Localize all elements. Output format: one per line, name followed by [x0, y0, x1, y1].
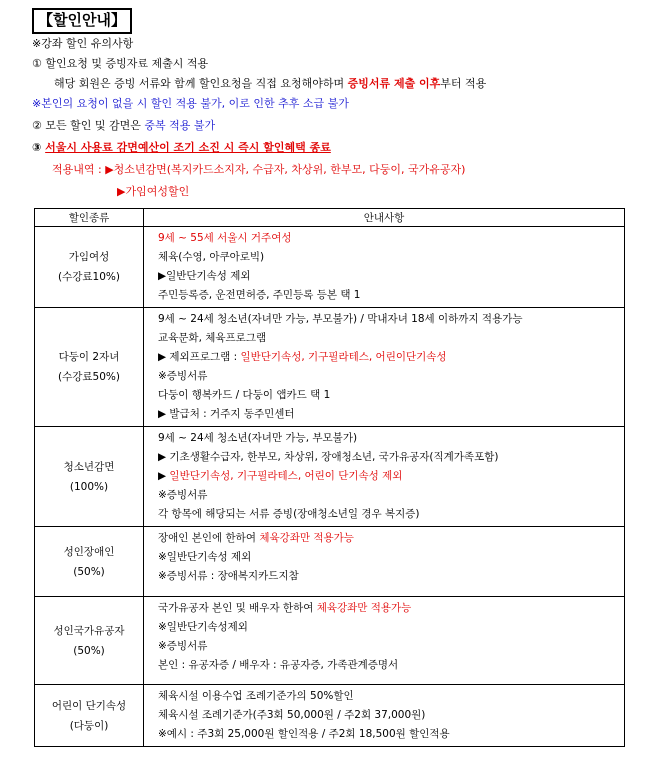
discount-info-cell — [144, 685, 625, 747]
discount-info-cell — [144, 308, 625, 427]
info-line — [158, 467, 618, 486]
info-line — [158, 637, 618, 656]
info-line — [158, 329, 618, 348]
info-text: ▶ 제외프로그램 : — [158, 351, 241, 363]
table-row — [35, 597, 625, 685]
info-text: ▶ 기초생활수급자, 한부모, 차상위, 장애청소년, 국가유공자(직계가족포함) — [158, 451, 499, 463]
discount-rate: (100%) — [69, 480, 109, 493]
info-text: ※증빙서류 — [158, 640, 208, 652]
discount-type-name: 성인장애인 — [63, 545, 115, 558]
info-line — [158, 267, 618, 286]
info-text: 체육강좌만 적용가능 — [316, 602, 412, 614]
info-text: ▶ — [158, 470, 170, 482]
page-title: 【할인안내】 — [32, 8, 132, 34]
discount-rate: (50%) — [73, 644, 105, 657]
info-text: 본인 : 유공자증 / 배우자 : 유공자증, 가족관계증명서 — [158, 659, 399, 671]
info-line — [158, 286, 618, 305]
info-line — [158, 548, 618, 567]
note-item-1-detail-suffix: 부터 적용 — [440, 77, 487, 90]
discount-table — [34, 208, 625, 747]
discount-type-cell — [35, 308, 144, 427]
note-item-2-highlight: 중복 적용 불가 — [144, 119, 216, 132]
info-line — [158, 618, 618, 637]
discount-info-cell — [144, 597, 625, 685]
info-text: ※예시 : 주3회 25,000원 할인적용 / 주2회 18,500원 할인적용 — [158, 728, 450, 740]
info-text: 9세 ~ 24세 청소년(자녀만 가능, 부모불가) — [158, 432, 358, 444]
info-line — [158, 229, 618, 248]
notes-heading: ※강좌 할인 유의사항 — [32, 37, 134, 50]
info-text: ※일반단기속성 제외 — [158, 551, 252, 563]
info-text: 장애인 본인에 한하여 — [158, 532, 260, 544]
info-line — [158, 529, 618, 548]
info-line — [158, 429, 618, 448]
info-text: 일반단기속성, 기구필라테스, 어린이단기속성 — [240, 351, 447, 363]
table-row — [35, 308, 625, 427]
note-item-1-warning: ※본인의 요청이 없을 시 할인 적용 불가, 이로 인한 추후 소급 불가 — [32, 97, 349, 110]
note-item-1-highlight: 증빙서류 제출 이후 — [347, 77, 441, 90]
info-text: ▶ 발급처 : 거주지 동주민센터 — [158, 408, 295, 420]
info-line — [158, 687, 618, 706]
note-item-3-number: ③ — [32, 141, 46, 154]
info-text: 일반단기속성, 기구필라테스, 어린이 단기속성 제외 — [169, 470, 403, 482]
discount-type-name: 청소년감면 — [63, 460, 115, 473]
info-text: ※일반단기속성제외 — [158, 621, 248, 633]
info-line — [158, 486, 618, 505]
note-item-2-text: ② 모든 할인 및 감면은 — [32, 119, 145, 132]
note-item-3-highlight: 서울시 사용료 감면예산이 조기 소진 시 즉시 할인혜택 종료 — [45, 141, 331, 154]
table-row — [35, 685, 625, 747]
discount-type-cell — [35, 427, 144, 527]
info-line — [158, 706, 618, 725]
info-line — [158, 386, 618, 405]
discount-type-cell — [35, 597, 144, 685]
table-row — [35, 427, 625, 527]
info-text: 9세 ~ 24세 청소년(자녀만 가능, 부모불가) / 막내자녀 18세 이하까지 적용가능 — [158, 313, 523, 325]
applied-item-2: ▶가임여성할인 — [117, 185, 190, 198]
discount-type-name: 성인국가유공자 — [53, 624, 125, 637]
discount-info-cell — [144, 227, 625, 308]
table-row — [35, 527, 625, 597]
info-line — [158, 448, 618, 467]
discount-info-cell — [144, 527, 625, 597]
note-item-3 — [32, 140, 331, 156]
discount-type-name: 가임여성 — [68, 251, 110, 263]
info-text: 주민등록증, 운전면허증, 주민등록 등본 택 1 — [158, 289, 361, 301]
info-line — [158, 656, 618, 675]
info-text: 체육강좌만 적용가능 — [259, 532, 354, 544]
discount-rate: (다둥이) — [69, 719, 109, 732]
info-text: 교육문화, 체육프로그램 — [158, 332, 267, 344]
table-row — [35, 227, 625, 308]
info-line — [158, 405, 618, 424]
discount-type-cell — [35, 227, 144, 308]
discount-type-name: 다둥이 2자녀 — [58, 351, 120, 363]
discount-type-cell — [35, 685, 144, 747]
info-text: 다둥이 행복카드 / 다둥이 앱카드 택 1 — [158, 389, 331, 401]
note-item-2 — [32, 118, 215, 134]
applied-label: 적용내역 : — [52, 163, 106, 176]
table-header-row — [35, 209, 625, 227]
info-text: 체육시설 조례기준가(주3회 50,000원 / 주2회 37,000원) — [158, 709, 426, 721]
header-discount-type: 할인종류 — [35, 209, 144, 227]
discount-rate: (수강료50%) — [58, 371, 120, 383]
applied-discounts — [52, 162, 465, 178]
info-line — [158, 567, 618, 586]
info-line — [158, 310, 618, 329]
discount-type-name: 어린이 단기속성 — [51, 699, 127, 712]
info-line — [158, 505, 618, 524]
discount-type-cell — [35, 527, 144, 597]
info-text: 9세 ~ 55세 서울시 거주여성 — [158, 232, 292, 244]
note-item-1: ① 할인요청 및 증빙자료 제출시 적용 — [32, 57, 209, 70]
info-line — [158, 248, 618, 267]
note-item-1-detail — [54, 76, 486, 92]
info-text: ※증빙서류 — [158, 489, 208, 501]
info-text: 체육(수영, 아쿠아로빅) — [158, 251, 265, 263]
info-text: ▶일반단기속성 제외 — [158, 270, 251, 282]
info-text: ※증빙서류 — [158, 370, 208, 382]
discount-rate: (수강료10%) — [58, 271, 120, 283]
info-line — [158, 348, 618, 367]
info-text: 국가유공자 본인 및 배우자 한하여 — [158, 602, 317, 614]
info-text: 각 항목에 해당되는 서류 증빙(장애청소년일 경우 복지증) — [158, 508, 420, 520]
discount-rate: (50%) — [73, 565, 105, 578]
info-text: ※증빙서류 : 장애복지카드지참 — [158, 570, 299, 582]
info-line — [158, 599, 618, 618]
header-guidance: 안내사항 — [144, 209, 625, 227]
applied-item-1: ▶청소년감면(복지카드소지자, 수급자, 차상위, 한부모, 다둥이, 국가유공자) — [105, 163, 466, 176]
discount-info-cell — [144, 427, 625, 527]
info-line — [158, 367, 618, 386]
info-text: 체육시설 이용수업 조례기준가의 50%할인 — [158, 690, 354, 702]
note-item-1-detail-text: 해당 회원은 증빙 서류와 함께 할인요청을 직접 요청해야하며 — [54, 77, 348, 90]
info-line — [158, 725, 618, 744]
